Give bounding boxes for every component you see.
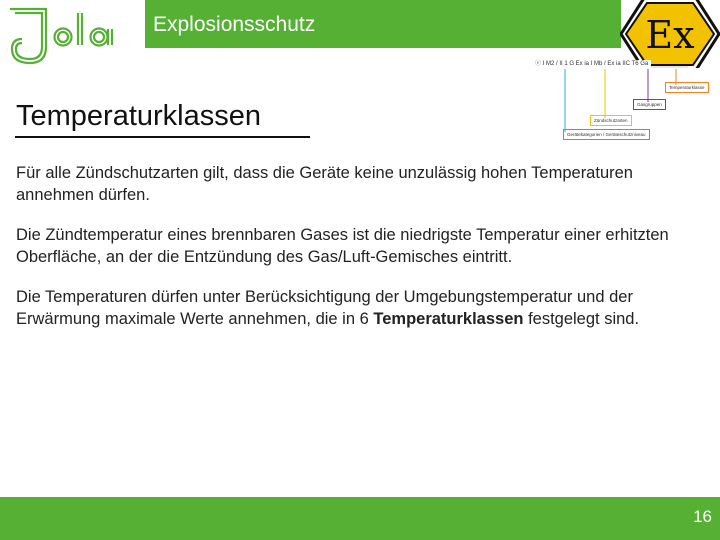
paragraph-3-bold: Temperaturklassen bbox=[373, 310, 524, 328]
title-underline bbox=[15, 136, 310, 138]
header-title: Explosionsschutz bbox=[153, 13, 316, 36]
marking-label-geraetekategorien: Gerätekategorien / Geräteschutzniveau bbox=[563, 129, 650, 140]
paragraph-2: Die Zündtemperatur eines brennbaren Gases ist die niedrigste Temperatur einer erhitzten Oberfläche, an der die Entzündung des Gas/Luft-Gemisches eintritt. bbox=[16, 226, 669, 266]
paragraph-1: Für alle Zündschutzarten gilt, dass die Geräte keine unzulässig hohen Temperaturen annehmen dürfen. bbox=[16, 164, 633, 204]
ex-marking-diagram bbox=[530, 55, 720, 145]
footer-bar bbox=[0, 497, 720, 540]
marking-code: ⓔ I M2 / II 1 G Ex ia I Mb / Ex ia IIC T6 Ga bbox=[532, 60, 651, 69]
marking-label-zuendschutzarten: Zündschutzarten bbox=[590, 115, 632, 126]
jola-logo bbox=[6, 3, 118, 69]
slide-title: Temperaturklassen bbox=[16, 100, 261, 132]
marking-label-gasgruppen: Gasgruppen bbox=[633, 99, 666, 110]
header-bar bbox=[145, 0, 621, 48]
paragraph-3-text: Die Temperaturen dürfen unter Berücksichtigung der Umgebungstemperatur und der Erwärmung maximale Werte annehmen, die in 6 bbox=[16, 288, 633, 328]
marking-label-temperaturklasse: Temperaturklasse bbox=[665, 82, 709, 93]
page-number: 16 bbox=[693, 507, 712, 526]
ex-sign-text: Ex bbox=[645, 13, 695, 57]
paragraph-3 bbox=[16, 286, 706, 330]
paragraph-3-end: festgelegt sind. bbox=[523, 310, 640, 328]
slide-content bbox=[16, 162, 706, 348]
